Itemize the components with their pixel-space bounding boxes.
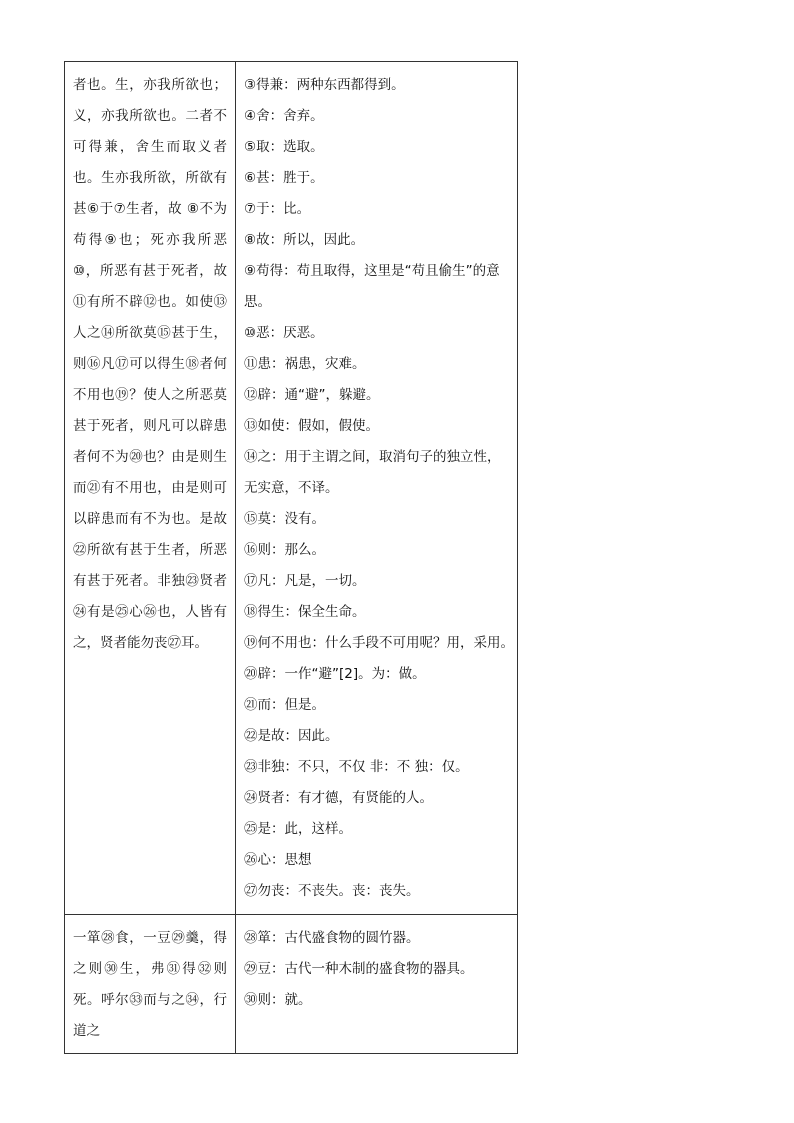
note-line: ㉙豆：古代一种木制的盛食物的器具。: [244, 961, 474, 977]
note-line: ⑫辟：通“避”，躲避。: [244, 387, 380, 403]
note-line: ⑭之：用于主谓之间，取消句子的独立性，: [244, 449, 501, 465]
note-line: ㉑而：但是。: [244, 697, 325, 713]
note-line: ㉗勿丧：不丧失。丧：丧失。: [244, 883, 420, 899]
original-text: 者也。生，亦我所欲也；义，亦我所欲也。二者不可得兼，舍生而取义者也。生亦我所欲，所欲有甚⑥于⑦生者，故 ⑧不为苟得⑨也；死亦我所恶⑩，所恶有甚于死者，故⑪有所不辟⑫也。如使⑬人之⑭所欲莫⑮甚于生，则⑯凡⑰可以得生⑱者何不用也⑲？使人之所恶莫甚于死者，则凡可以辟患者何不为⑳也？由是则生而㉑有不用也，由是则可以辟患而有不为也。是故㉒所欲有甚于生者，所恶有甚于死者。非独㉓贤者㉔有是㉕心㉖也，人皆有之，贤者能勿丧㉗耳。: [73, 77, 227, 651]
note-line: ⑰凡：凡是，一切。: [244, 573, 366, 589]
note-line: ⑮莫：没有。: [244, 511, 325, 527]
note-line: ㉓非独：不只，不仅 非：不 独：仅。: [244, 759, 469, 775]
table-row: [65, 62, 518, 915]
note-line: ⑥甚：胜于。: [244, 170, 324, 186]
note-line: ⑦于：比。: [244, 201, 311, 217]
note-line: ⑨苟得：苟且取得，这里是“苟且偷生”的意: [244, 263, 500, 279]
note-line: ④舍：舍弃。: [244, 108, 324, 124]
note-line: ⑳辟：一作“避”[2]。为：做。: [244, 666, 426, 682]
note-line: ㉖心：思想: [244, 852, 312, 868]
note-line: ⑬如使：假如，假使。: [244, 418, 379, 434]
note-line: ⑲何不用也：什么手段不可用呢？用，采用。: [244, 635, 514, 651]
notes-cell: [236, 62, 518, 915]
note-line: ⑧故：所以，因此。: [244, 232, 365, 248]
note-line: ㉔贤者：有才德，有贤能的人。: [244, 790, 433, 806]
note-line: ㉘箪：古代盛食物的圆竹器。: [244, 930, 420, 946]
original-text: 一箪㉘食，一豆㉙羹，得之则㉚生，弗㉛得㉜则死。呼尔㉝而与之㉞，行道之: [73, 930, 227, 1039]
notes-cell: [236, 915, 518, 1054]
note-line: ⑪患：祸患，灾难。: [244, 356, 366, 372]
annotation-table: [64, 61, 518, 1054]
note-line: ㉕是：此，这样。: [244, 821, 352, 837]
note-line: 思。: [244, 294, 271, 310]
note-line: ⑯则：那么。: [244, 542, 325, 558]
note-line: ⑱得生：保全生命。: [244, 604, 366, 620]
table-row: [65, 915, 518, 1054]
original-text-cell: [65, 915, 236, 1054]
note-line: ㉒是故：因此。: [244, 728, 339, 744]
original-text-cell: [65, 62, 236, 915]
note-line: 无实意，不译。: [244, 480, 339, 496]
note-line: ③得兼：两种东西都得到。: [244, 77, 405, 93]
note-line: ㉚则：就。: [244, 992, 312, 1008]
note-line: ⑤取：选取。: [244, 139, 324, 155]
note-line: ⑩恶：厌恶。: [244, 325, 324, 341]
